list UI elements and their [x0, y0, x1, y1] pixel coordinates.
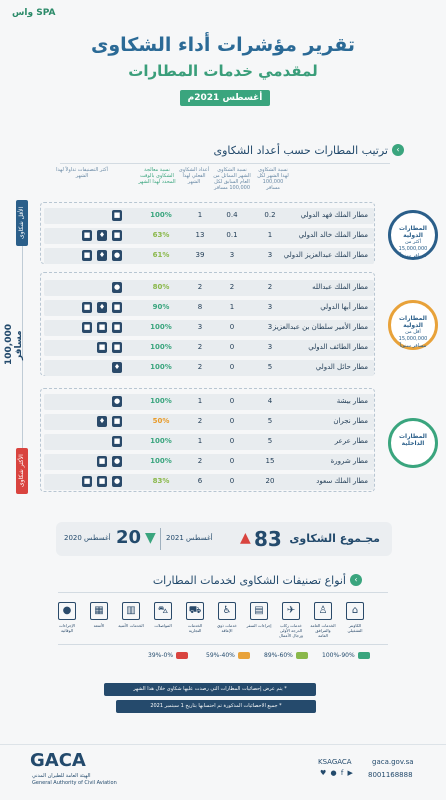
report-title: تقرير مؤشرات أداء الشكاوى — [90, 34, 356, 56]
airport-name: مطار الأمير سلطان بن عبدالعزيز — [272, 323, 368, 331]
airport-name: مطار عرعر — [334, 437, 368, 445]
airport-row — [44, 300, 374, 316]
resolution-rate: 83% — [152, 477, 170, 485]
category-icon: ■ — [113, 343, 121, 351]
category-icons — [52, 342, 122, 354]
legend-item — [322, 652, 370, 659]
legend-item — [206, 652, 250, 659]
rate-previous: 0 — [229, 323, 235, 331]
complaint-count: 1 — [197, 397, 203, 405]
footer-divider — [0, 744, 446, 745]
category-icons — [52, 416, 122, 428]
category-label: المواصلات — [154, 623, 172, 628]
category-item — [86, 602, 112, 628]
rate-previous: 0.4 — [226, 211, 238, 219]
arrow-up-icon: ▲ — [240, 530, 251, 546]
resolution-rate: 63% — [152, 231, 170, 239]
totals-label: مجـموع الشكاوى — [289, 532, 380, 545]
col-count: أعداد الشكاوى الفعلي لهذا الشهر — [178, 167, 210, 185]
airport-name: مطار الملك فهد الدولي — [300, 211, 368, 219]
airport-row — [44, 320, 374, 336]
category-icon: ♿ — [218, 602, 236, 620]
airport-row — [44, 474, 374, 490]
category-icon: ■ — [98, 343, 106, 351]
category-label: الخدمات الأمنية — [118, 623, 144, 628]
category-icon: ■ — [113, 231, 121, 239]
resolution-rate: 100% — [150, 343, 172, 351]
note-1: * يتم عرض إحصائيات المطارات التي رصدت عليها شكاوى خلال هذا الشهر — [104, 683, 316, 696]
rate-previous: 0 — [229, 417, 235, 425]
category-icons — [52, 476, 122, 488]
arrow-down-icon: ▼ — [145, 530, 156, 546]
airport-row — [44, 280, 374, 296]
resolution-rate: 100% — [150, 323, 172, 331]
category-item — [310, 602, 336, 638]
airport-name: مطار شرورة — [330, 457, 368, 465]
complaint-count: 2 — [197, 363, 203, 371]
category-icon: ■ — [83, 231, 91, 239]
category-icon: ● — [113, 397, 121, 405]
airport-row — [44, 340, 374, 356]
rate-previous: 0 — [229, 363, 235, 371]
legend-item — [264, 652, 308, 659]
complaint-count: 6 — [197, 477, 203, 485]
category-icon: ● — [113, 251, 121, 259]
category-icon: ■ — [113, 437, 121, 445]
airport-name: مطار حائل الدولي — [315, 363, 368, 371]
category-icon: ● — [113, 283, 121, 291]
category-icons — [52, 210, 122, 222]
chevron-left-icon: ‹ — [392, 144, 404, 156]
category-icon: ■ — [113, 211, 121, 219]
category-icon: ● — [113, 477, 121, 485]
chevron-left-icon: ‹ — [350, 574, 362, 586]
category-icon: ♦ — [98, 231, 106, 239]
category-label: الخدمات التجارية — [187, 623, 203, 633]
col-top-categories: أكثر التصنيفات تداولاً لهذا الشهر — [56, 167, 108, 179]
complaint-count: 2 — [197, 283, 203, 291]
resolution-rate: 90% — [152, 303, 170, 311]
category-icon: ▤ — [250, 602, 268, 620]
complaint-count: 13 — [195, 231, 205, 239]
gaca-logo: GACA — [30, 750, 86, 771]
category-icon: ■ — [113, 417, 121, 425]
group-badge-international-large: المطارات الدولية أكثر من 15,000,000 مسافر سنوياً — [388, 210, 438, 260]
airport-row — [44, 414, 374, 430]
airport-row — [44, 454, 374, 470]
category-icon: ■ — [83, 303, 91, 311]
resolution-rate: 100% — [150, 211, 172, 219]
category-icons — [52, 322, 122, 334]
rate-current: 3 — [267, 303, 273, 311]
rate-current: 3 — [267, 323, 273, 331]
airport-row — [44, 434, 374, 450]
rate-previous: 0 — [229, 437, 235, 445]
category-icon: ⛟ — [186, 602, 204, 620]
category-icon: ♙ — [314, 602, 332, 620]
airport-row — [44, 394, 374, 410]
col-rate-previous: نسبة الشكاوى الشهر المماثل من العام السابق لكل 100,000 مسافر — [213, 167, 251, 191]
legend-swatch — [296, 652, 308, 659]
category-icon: ■ — [98, 323, 106, 331]
resolution-rate: 100% — [150, 457, 172, 465]
rate-previous: 0 — [229, 397, 235, 405]
group-badge-international-small: المطارات الدولية أقل من 15,000,000 مسافر سنوياً — [388, 300, 438, 350]
report-month-badge: أغسطس 2021م — [180, 90, 270, 106]
airport-row — [44, 360, 374, 376]
legend-swatch — [358, 652, 370, 659]
category-icon: ■ — [113, 323, 121, 331]
totals-previous-month: أغسطس 2020 — [64, 534, 111, 542]
most-complaints-label: الأكثر شكاوى — [16, 448, 28, 494]
rate-current: 5 — [267, 417, 273, 425]
totals-current-month: أغسطس 2021 — [166, 534, 213, 542]
ranking-heading: ترتيب المطارات حسب أعداد الشكاوى — [213, 144, 388, 157]
report-subtitle: لمقدمي خدمات المطارات — [128, 62, 318, 80]
category-label: الإجراءات الوقائية — [59, 623, 75, 633]
complaint-count: 2 — [197, 417, 203, 425]
category-icon: ■ — [98, 477, 106, 485]
resolution-rate: 50% — [152, 417, 170, 425]
totals-previous-value: 20 — [116, 527, 142, 548]
category-icons — [52, 230, 122, 242]
totals-separator — [160, 528, 161, 550]
category-item — [246, 602, 272, 628]
category-item — [118, 602, 144, 628]
rate-current: 5 — [267, 437, 273, 445]
category-icons — [52, 436, 122, 448]
category-icon: ♦ — [98, 303, 106, 311]
category-item — [150, 602, 176, 628]
rate-current: 5 — [267, 363, 273, 371]
category-icon: ■ — [83, 323, 91, 331]
resolution-rate: 61% — [152, 251, 170, 259]
legend-item — [148, 652, 188, 659]
rate-previous: 0.1 — [226, 231, 238, 239]
complaint-count: 1 — [197, 437, 203, 445]
website-link[interactable]: gaca.gov.sa — [372, 758, 414, 766]
gaca-name-ar: الهيئة العامة للطيران المدني — [32, 773, 91, 779]
resolution-rate: 100% — [150, 437, 172, 445]
category-icons — [52, 250, 122, 262]
social-icons[interactable]: ♥ ● f ▶ — [320, 769, 354, 777]
rate-previous: 1 — [229, 303, 235, 311]
airport-name: مطار الملك خالد الدولي — [298, 231, 368, 239]
category-item — [342, 602, 368, 633]
rate-previous: 3 — [229, 251, 235, 259]
airport-name: مطار الملك سعود — [316, 477, 368, 485]
category-icon: ♦ — [98, 417, 106, 425]
rate-current: 15 — [265, 457, 275, 465]
divider — [60, 163, 390, 164]
complaint-count: 3 — [197, 323, 203, 331]
complaint-count: 2 — [197, 457, 203, 465]
category-label: الكاونتر التشغيلي — [347, 623, 363, 633]
legend-label: 39%-0% — [148, 652, 174, 659]
legend-swatch — [176, 652, 188, 659]
category-icons — [52, 456, 122, 468]
airport-name: مطار الملك عبدالعزيز الدولي — [283, 251, 368, 259]
category-icon: ■ — [83, 251, 91, 259]
category-item — [214, 602, 240, 633]
note-2: * جميع الاحصائيات المذكورة تم احتسابها بتاريخ 1 سبتمبر 2021 — [116, 700, 316, 713]
category-label: الخدمات العامة والمرافق العامة — [310, 623, 336, 638]
per-passengers-label: 100,000 مسافر — [4, 324, 24, 366]
legend-swatch — [238, 652, 250, 659]
complaint-count: 8 — [197, 303, 203, 311]
rate-previous: 0 — [229, 343, 235, 351]
airport-row — [44, 228, 374, 244]
airport-name: مطار أبها الدولي — [320, 303, 368, 311]
category-icon: ■ — [83, 477, 91, 485]
legend-label: 89%-60% — [264, 652, 293, 659]
rate-current: 0.2 — [264, 211, 276, 219]
group-badge-domestic: المطارات الداخلية — [388, 418, 438, 468]
divider — [58, 592, 388, 593]
airport-name: مطار نجران — [333, 417, 368, 425]
airport-name: مطار الملك عبدالله — [312, 283, 368, 291]
category-icon: ♦ — [98, 251, 106, 259]
least-complaints-label: الأقل شكاوى — [16, 200, 28, 246]
category-label: خدمات ركاب الدرجة الأولى ورجال الأعمال — [279, 623, 303, 638]
totals-current-value: 83 — [254, 527, 282, 551]
rate-previous: 0 — [229, 457, 235, 465]
category-icon: ■ — [113, 303, 121, 311]
rate-current: 1 — [267, 231, 273, 239]
category-icon: ▦ — [90, 602, 108, 620]
gaca-name-en: General Authority of Civil Aviation — [32, 780, 117, 786]
category-icon: ■ — [98, 457, 106, 465]
complaint-count: 2 — [197, 343, 203, 351]
category-icon: ✈ — [282, 602, 300, 620]
complaint-count: 39 — [195, 251, 205, 259]
legend-label: 59%-40% — [206, 652, 235, 659]
rate-current: 3 — [267, 251, 273, 259]
category-icons — [52, 362, 122, 374]
legend-label: 100%-90% — [322, 652, 355, 659]
rate-current: 2 — [267, 283, 273, 291]
category-icon: ⌂ — [346, 602, 364, 620]
rate-current: 4 — [267, 397, 273, 405]
category-icons — [52, 396, 122, 408]
category-icon: ● — [113, 457, 121, 465]
spa-logo: واس SPA — [12, 8, 56, 18]
airport-name: مطار بيشة — [336, 397, 368, 405]
social-handle[interactable]: KSAGACA — [318, 758, 352, 766]
rate-previous: 0 — [229, 477, 235, 485]
rate-current: 3 — [267, 343, 273, 351]
airport-row — [44, 248, 374, 264]
category-icon: ● — [58, 602, 76, 620]
category-icons — [52, 302, 122, 314]
col-resolution: نسبة معالجة الشكاوى بالوقت المحدد لهذا الشهر — [138, 167, 176, 185]
phone-number[interactable]: 8001168888 — [368, 771, 413, 779]
category-label: الأمتعة — [93, 623, 105, 628]
category-item — [182, 602, 208, 633]
categories-heading: أنواع تصنيفات الشكاوى لخدمات المطارات — [152, 574, 346, 587]
category-item — [278, 602, 304, 638]
category-label: خدمات ذوي الإعاقة — [217, 623, 237, 633]
complaint-count: 1 — [197, 211, 203, 219]
category-icon: ♦ — [113, 363, 121, 371]
category-icon: ▥ — [122, 602, 140, 620]
resolution-rate: 100% — [150, 397, 172, 405]
rate-current: 20 — [265, 477, 275, 485]
category-icons — [52, 282, 122, 294]
resolution-rate: 80% — [152, 283, 170, 291]
col-rate-current: نسبة الشكاوى لهذا الشهر لكل 100,000 مسافر — [257, 167, 289, 191]
resolution-rate: 100% — [150, 363, 172, 371]
airport-name: مطار الطائف الدولي — [308, 343, 368, 351]
category-icon: ⛍ — [154, 602, 172, 620]
rate-previous: 2 — [229, 283, 235, 291]
category-item — [54, 602, 80, 633]
airport-row — [44, 208, 374, 224]
category-label: إجراءات السفر — [246, 623, 272, 628]
divider — [58, 644, 388, 645]
